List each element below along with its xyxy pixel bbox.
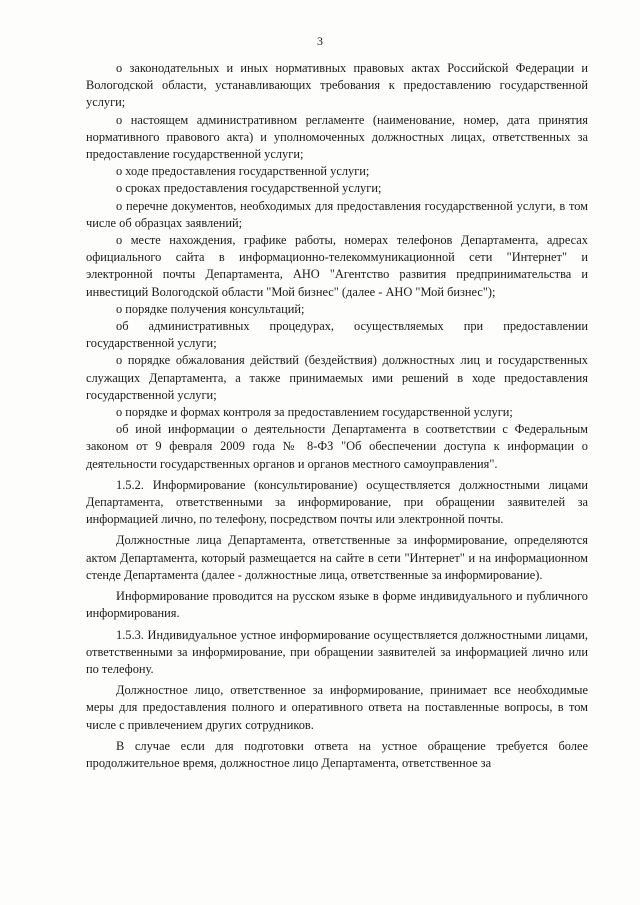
document-body	[86, 60, 588, 772]
paragraph: о порядке получения консультаций;	[116, 301, 305, 316]
paragraph: о месте нахождения, графике работы, номерах телефонов Департамента, адресах официального сайта в информационно-телекоммуникационной сети "Интернет" и электронной почты Департамента, АНО "Агентство развития предпринимательства и инвестиций Вологодской области "Мой бизнес" (далее - АНО "Мой бизнес");	[86, 233, 588, 299]
paragraph: 1.5.2. Информирование (консультирование) осуществляется должностными лицами Департамента, ответственными за информирование, при обращении заявителей за информацией лично, по телефону, посредством почты или электронной почты.	[86, 477, 588, 527]
paragraph: 1.5.3. Индивидуальное устное информирование осуществляется должностными лицами, ответственными за информирование, при обращении заявителей за информацией лично или по телефону.	[86, 627, 588, 676]
paragraph: о порядке и формах контроля за предоставлением государственной услуги;	[116, 405, 513, 420]
paragraph: о ходе предоставления государственной услуги;	[116, 164, 370, 179]
paragraph: о настоящем административном регламенте (наименование, номер, дата принятия нормативного правового акта) и уполномоченных должностных лицах, ответственных за предоставление государственной услуги;	[86, 112, 588, 162]
paragraph: об административных процедурах, осуществляемых при предоставлении государственной услуги;	[86, 319, 588, 351]
paragraph: о сроках предоставления государственной услуги;	[116, 181, 382, 196]
paragraph: В случае если для подготовки ответа на устное обращение требуется более продолжительное время, должностное лицо Департамента, ответственное за	[86, 738, 588, 770]
paragraph: Должностное лицо, ответственное за информирование, принимает все необходимые меры для предоставления полного и оперативного ответа на поставленные вопросы, в том числе с привлечением других сотрудников.	[86, 683, 588, 732]
paragraph: об иной информации о деятельности Департамента в соответствии с Федеральным законом от 9 февраля 2009 года № 8-ФЗ "Об обеспечении доступа к информации о деятельности государственных органов и органов местного самоуправления".	[86, 422, 588, 471]
paragraph: о порядке обжалования действий (бездействия) должностных лиц и государственных служащих Департамента, а также принимаемых ими решений в ходе предоставления государственной услуги;	[86, 353, 588, 402]
paragraph: Должностные лица Департамента, ответственные за информирование, определяются актом Департамента, который размещается на сайте в сети "Интернет" и на информационном стенде Департамента (далее - должностные лица, ответственные за информирование).	[86, 533, 588, 582]
page-number: 3	[317, 34, 323, 48]
paragraph: Информирование проводится на русском языке в форме индивидуального и публичного информирования.	[86, 589, 588, 621]
paragraph: о законодательных и иных нормативных правовых актах Российской Федерации и Вологодской области, устанавливающих требования к предоставлению государственной услуги;	[86, 61, 588, 110]
paragraph: о перечне документов, необходимых для предоставления государственной услуги, в том числе об образцах заявлений;	[86, 198, 588, 230]
